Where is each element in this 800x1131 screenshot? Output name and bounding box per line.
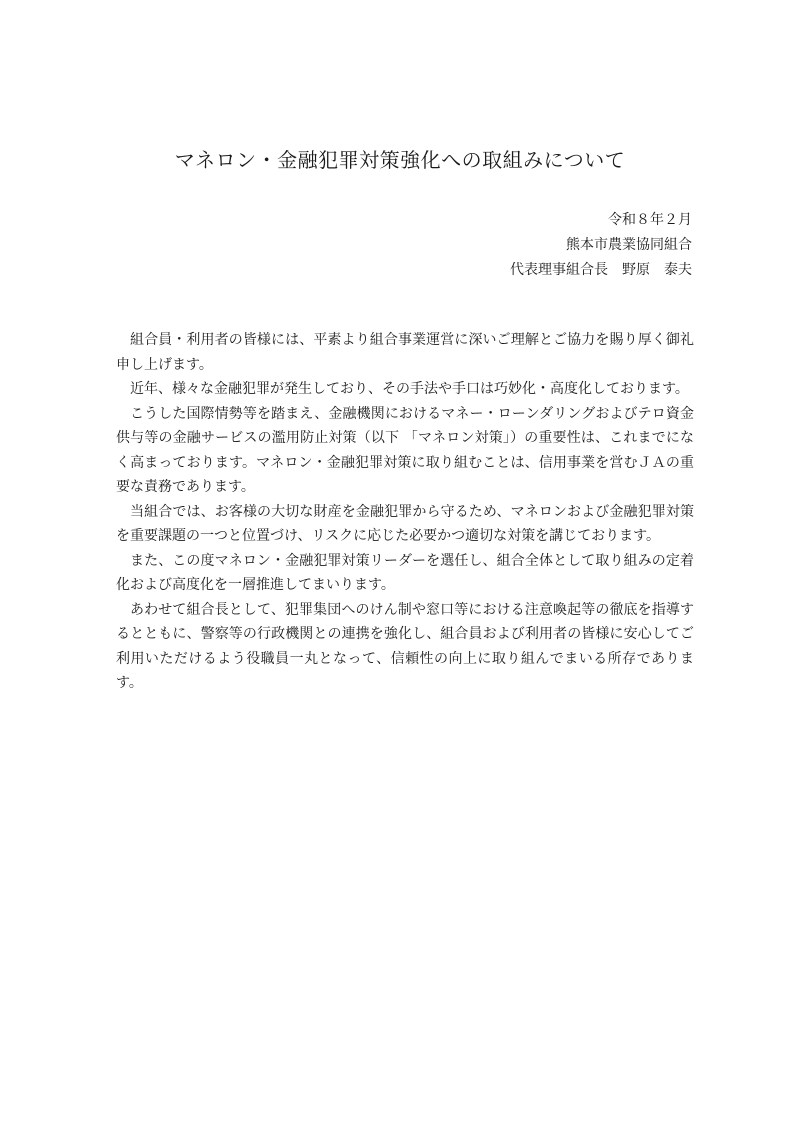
body-paragraph: 組合員・利用者の皆様には、平素より組合事業運営に深いご理解とご協力を賜り厚く御礼申し上げます。 [116, 332, 694, 373]
body-paragraph: こうした国際情勢等を踏まえ、金融機関におけるマネー・ローンダリングおよびテロ資金供与等の金融サービスの濫用防止対策（以下 「マネロン対策」）の重要性は、これまでになく高まっております。マネロン・金融犯罪対策に取り組むことは、信用事業を営むＪＡの重要な責務であります。 [116, 405, 694, 495]
document-title: マネロン・金融犯罪対策強化への取組みについて [174, 148, 626, 172]
organization-name: 熊本市農業協同組合 [566, 237, 692, 253]
signature-block [510, 208, 692, 283]
representative-name: 代表理事組合長 野原 泰夫 [510, 262, 692, 278]
body-paragraph: 当組合では、お客様の大切な財産を金融犯罪から守るため、マネロンおよび金融犯罪対策を重要課題の一つと位置づけ、リスクに応じた必要かつ適切な対策を講じております。 [116, 503, 694, 544]
body-paragraph: 近年、様々な金融犯罪が発生しており、その手法や手口は巧妙化・高度化しております。 [130, 381, 689, 397]
body-paragraph: あわせて組合長として、犯罪集団へのけん制や窓口等における注意喚起等の徹底を指導するとともに、警察等の行政機関との連携を強化し、組合員および利用者の皆様に安心してご利用いただけるよう役職員一丸となって、信頼性の向上に取り組んでまいる所存であります。 [116, 601, 694, 691]
document-body [116, 328, 694, 696]
body-paragraph: また、この度マネロン・金融犯罪対策リーダーを選任し、組合全体として取り組みの定着化および高度化を一層推進してまいります。 [116, 552, 694, 593]
issue-date: 令和８年２月 [608, 212, 692, 228]
